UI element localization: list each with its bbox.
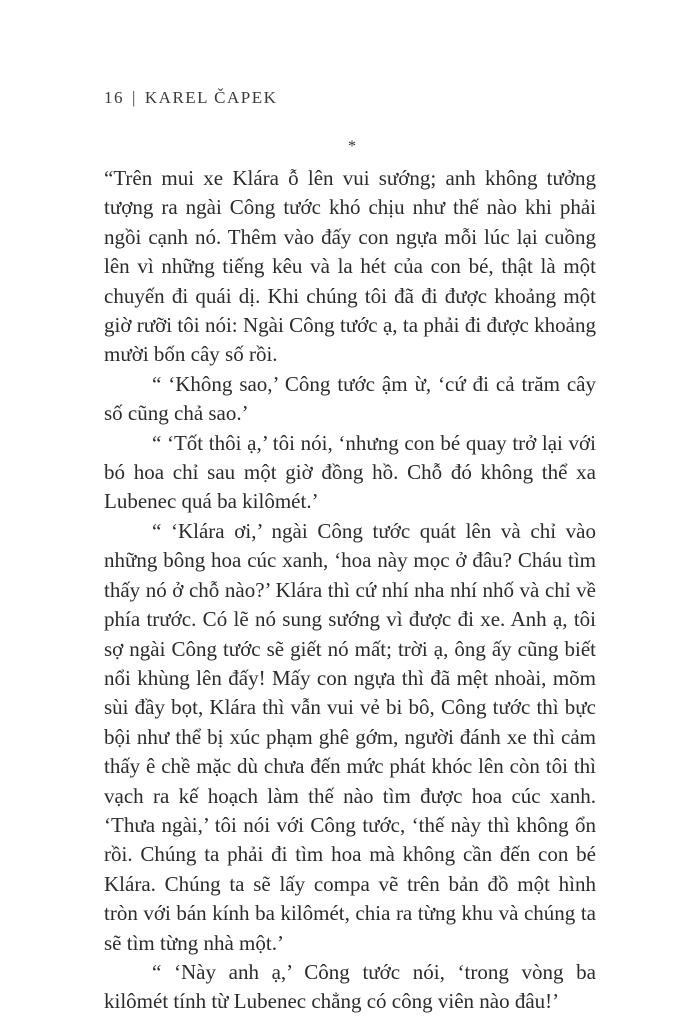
paragraph-5: “ ‘Này anh ạ,’ Công tước nói, ‘trong vòng ba kilômét tính từ Lubenec chẳng có công viên nào đâu!’ xyxy=(104,959,596,1014)
body-text xyxy=(104,164,596,1017)
header-separator: | xyxy=(132,88,137,107)
paragraph-4: “ ‘Klára ơi,’ ngài Công tước quát lên và chỉ vào những bông hoa cúc xanh, ‘hoa này mọc ở đâu? Cháu tìm thấy nó ở chỗ nào?’ Klára thì cứ nhí nha nhí nhố và chỉ về phía trước. Có lẽ nó sung sướng vì được đi xe. Anh ạ, tôi sợ ngài Công tước sẽ giết nó mất; trời ạ, ông ấy cũng biết nổi khùng lên đấy! Mấy con ngựa thì đã mệt nhoài, mõm sùi đầy bọt, Klára thì vẫn vui vẻ bi bô, Công tước thì bực bội như thể bị xúc phạm ghê gớm, người đánh xe thì cảm thấy ê chề mặc dù chưa đến mức phát khóc lên còn tôi thì vạch ra kế hoạch làm thế nào tìm được hoa cúc xanh. ‘Thưa ngài,’ tôi nói với Công tước, ‘thế này thì không ổn rồi. Chúng ta phải đi tìm hoa mà không cần đến con bé Klára. Chúng ta sẽ lấy compa vẽ trên bản đồ một hình tròn với bán kính ba kilômét, chia ra từng khu và chúng ta sẽ tìm từng nhà một.’ xyxy=(104,518,596,955)
page-number: 16 xyxy=(104,88,124,107)
paragraph-1: “Trên mui xe Klára ỗ lên vui sướng; anh không tưởng tượng ra ngài Công tước khó chịu như thế nào khi phải ngồi cạnh nó. Thêm vào đấy con ngựa mỗi lúc lại cuồng lên vì những tiếng kêu và la hét của con bé, thật là một chuyến đi quái dị. Khi chúng tôi đã đi được khoảng một giờ rưỡi tôi nói: Ngài Công tước ạ, ta phải đi được khoảng mười bốn cây số rồi. xyxy=(104,166,596,367)
scene-break-asterisk: * xyxy=(348,138,356,155)
paragraph-2: “ ‘Không sao,’ Công tước ậm ừ, ‘cứ đi cả trăm cây số cũng chả sao.’ xyxy=(104,371,596,426)
paragraph-3: “ ‘Tốt thôi ạ,’ tôi nói, ‘nhưng con bé quay trở lại với bó hoa chỉ sau một giờ đồng hồ. Chỗ đó không thể xa Lubenec quá ba kilômét.’ xyxy=(104,430,596,514)
running-head xyxy=(104,88,277,108)
author-name: KAREL ČAPEK xyxy=(144,88,278,107)
